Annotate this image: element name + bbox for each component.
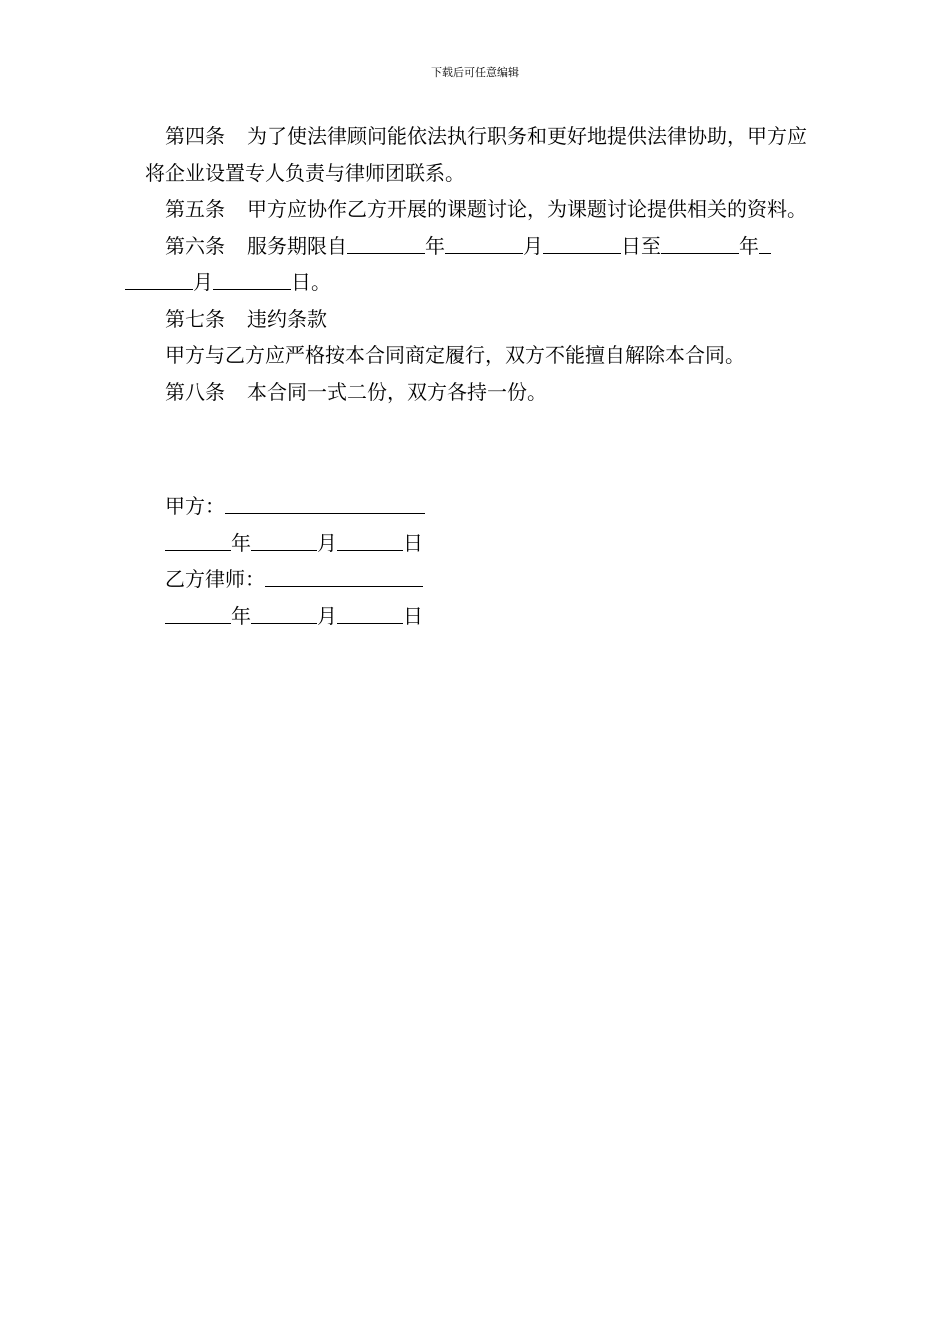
article-number: 第四条: [165, 124, 225, 148]
party-b-year-blank[interactable]: [165, 603, 231, 624]
party-b-signature-blank[interactable]: [265, 566, 423, 587]
party-b-line: [165, 561, 425, 598]
article-7-content: [145, 337, 810, 374]
unit-year: 年: [739, 233, 759, 258]
party-a-date-line: [165, 525, 425, 562]
unit-year: 年: [231, 603, 251, 628]
party-a-line: [165, 488, 425, 525]
party-b-month-blank[interactable]: [251, 603, 317, 624]
start-year-blank[interactable]: [347, 233, 425, 254]
end-month-blank[interactable]: [125, 269, 193, 290]
article-8: [145, 374, 810, 411]
unit-month: 月: [317, 530, 337, 555]
party-a-label: 甲方：: [165, 494, 225, 518]
article-text: 本合同一式二份，双方各持一份。: [247, 379, 547, 404]
to-word: 至: [641, 233, 661, 258]
signature-block: [165, 488, 425, 634]
article-text: 为了使法律顾问能依法执行职务和更好地提供法律协助，甲方应将企业设置专人负责与律师团联系。: [145, 124, 807, 185]
article-text: 服务期限自: [247, 233, 347, 258]
party-a-month-blank[interactable]: [251, 530, 317, 551]
page-header-note: 下载后可任意编辑: [431, 66, 519, 79]
end-month-blank-start[interactable]: [759, 233, 771, 254]
unit-month: 月: [523, 233, 543, 258]
article-number: 第五条: [165, 197, 225, 221]
article-text: 甲方应协作乙方开展的课题讨论，为课题讨论提供相关的资料。: [247, 197, 807, 221]
unit-day: 日: [621, 233, 641, 258]
article-6: [145, 228, 810, 301]
unit-month: 月: [193, 270, 213, 294]
end-year-blank[interactable]: [661, 233, 739, 254]
article-text: 违约条款: [247, 306, 327, 331]
article-4: [145, 118, 810, 191]
unit-day: 日: [403, 603, 423, 628]
unit-year: 年: [231, 530, 251, 555]
start-day-blank[interactable]: [543, 233, 621, 254]
article-number: 第六条: [165, 233, 225, 258]
party-b-label: 乙方律师：: [165, 567, 265, 591]
article-5: [145, 191, 810, 228]
article-text: 甲方与乙方应严格按本合同商定履行，双方不能擅自解除本合同。: [165, 343, 745, 367]
unit-month: 月: [317, 603, 337, 628]
sentence-end: 。: [311, 270, 331, 294]
article-number: 第八条: [165, 379, 225, 404]
party-a-year-blank[interactable]: [165, 530, 231, 551]
article-number: 第七条: [165, 306, 225, 331]
party-a-day-blank[interactable]: [337, 530, 403, 551]
start-month-blank[interactable]: [445, 233, 523, 254]
party-b-date-line: [165, 598, 425, 635]
article-7: [145, 301, 810, 338]
party-b-day-blank[interactable]: [337, 603, 403, 624]
end-day-blank[interactable]: [213, 269, 291, 290]
unit-day: 日: [403, 530, 423, 555]
party-a-signature-blank[interactable]: [225, 493, 425, 514]
contract-body: [145, 118, 810, 410]
unit-day: 日: [291, 270, 311, 294]
unit-year: 年: [425, 233, 445, 258]
